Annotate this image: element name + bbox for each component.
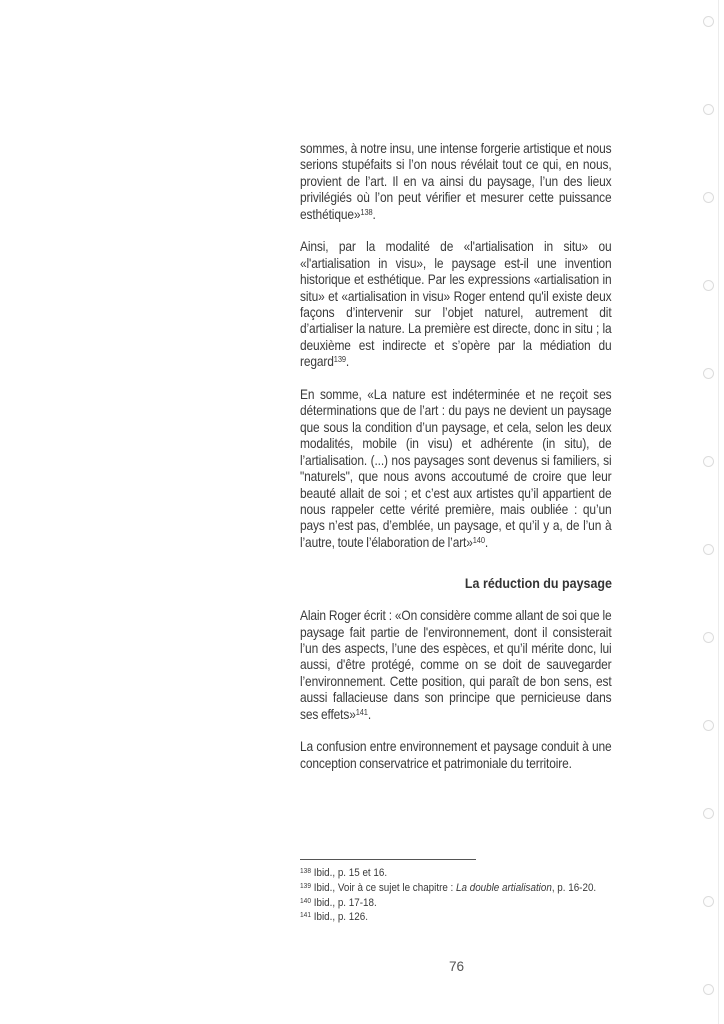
punch-hole-icon	[703, 16, 714, 27]
section-heading: La réduction du paysage	[464, 576, 612, 593]
footnote-138: $^{138}$ Ibid., p. 15 et 16.	[300, 866, 388, 879]
paragraph-4: Alain Roger écrit : «On considère comme allant de soi que le paysage fait partie de l'environnement, dont il consisterait l’un des aspects, l’une des espèces, et qu’il mérite donc, lui aussi, d'être protégé, comme on se doit de sauvegarder l’environnement. Cette position, qui paraît de bon sens, est aussi fallacieuse dans son principe que pernicieuse dans ses effets»$^{141}$.	[300, 608, 612, 722]
page-number: 76	[449, 959, 465, 974]
paragraph-1: sommes, à notre insu, une intense forgerie artistique et nous serions stupéfaits si l’on nous révélait tout ce qui, en nous, provient de l’art. Il en va ainsi du paysage, l’un des lieux privilégiés où l’on peut vérifier et mesurer cette puissance esthétique»$^{138}$.	[300, 141, 612, 222]
page-edge-shadow	[718, 0, 719, 1024]
punch-hole-icon	[703, 368, 714, 379]
footnote-ref-138[interactable]: 138	[360, 206, 373, 217]
footnote-separator	[300, 859, 476, 860]
punch-hole-icon	[703, 720, 714, 731]
punch-hole-icon	[703, 192, 714, 203]
punch-hole-icon	[703, 104, 714, 115]
footnote-ref-140[interactable]: 140	[472, 534, 485, 545]
punch-hole-icon	[703, 896, 714, 907]
footnotes	[300, 866, 680, 925]
punch-hole-icon	[703, 808, 714, 819]
paragraph-2: Ainsi, par la modalité de «l'artialisation in situ» ou «l'artialisation in visu», le paysage est-il une invention historique et esthétique. Par les expressions «artialisation in situ» et «artialisation in visu» Roger entend qu'il existe deux façons d’intervenir sur l’objet naturel, autrement dit d’artialiser la nature. La première est directe, donc in situ ; la deuxième est indirecte et s’opère par la médiation du regard$^{139}$.	[300, 239, 612, 370]
footnote-ref-139[interactable]: 139	[333, 354, 346, 365]
punch-hole-icon	[703, 544, 714, 555]
footnote-139: $^{139}$ Ibid., Voir à ce sujet le chapitre : La double artialisation, p. 16-20.	[300, 880, 597, 894]
punch-hole-icon	[703, 280, 714, 291]
footnote-140: $^{140}$ Ibid., p. 17-18.	[300, 895, 377, 909]
footnote-141: $^{141}$ Ibid., p. 126.	[300, 910, 368, 924]
punch-hole-icon	[703, 456, 714, 467]
punch-hole-icon	[703, 632, 714, 643]
paragraph-3: En somme, «La nature est indéterminée et ne reçoit ses déterminations que de l’art : du pays ne devient un paysage que sous la condition d’un paysage, et cela, selon les deux modalités, mobile (in visu) et adhérente (in situ), de l’artialisation. (...) nos paysages sont devenus si familiers, si "naturels", que nous avons accoutumé de croire que leur beauté allait de soi ; et c’est aux artistes qu’il appartient de nous rappeler cette vérité première, mais oubliée : qu’un pays n’est pas, d’emblée, un paysage, et qu’il y a, de l’un à l’autre, toute l’élaboration de l’art»$^{140}$.	[300, 387, 612, 550]
footnote-ref-141[interactable]: 141	[355, 706, 368, 717]
paragraph-5: La confusion entre environnement et paysage conduit à une conception conservatrice et patrimoniale du territoire.	[300, 739, 612, 771]
punch-hole-icon	[703, 984, 714, 995]
body-text-column	[300, 141, 612, 789]
